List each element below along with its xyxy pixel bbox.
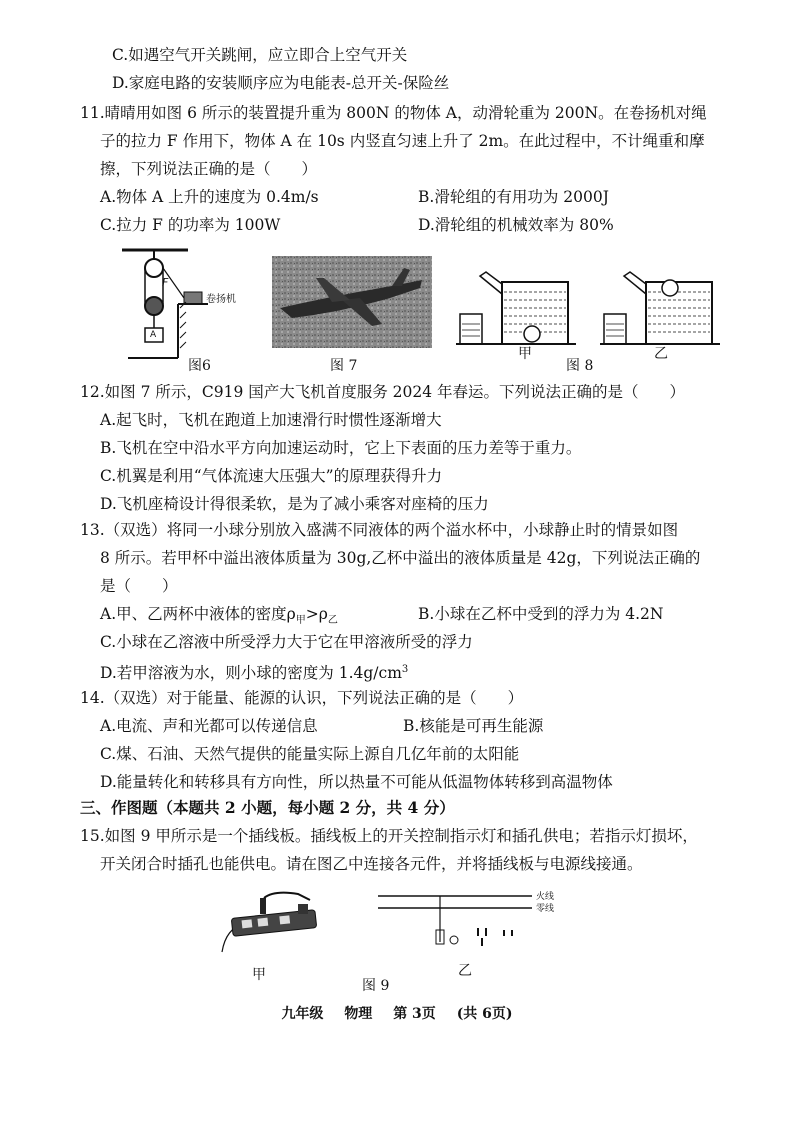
prev-option-c: C.如遇空气开关跳闸，应立即合上空气开关 bbox=[112, 46, 408, 64]
prev-option-d: D.家庭电路的安装顺序应为电能表-总开关-保险丝 bbox=[112, 74, 450, 92]
figure-9-label-yi: 乙 bbox=[458, 963, 472, 979]
figure-6-label-a: A bbox=[150, 330, 157, 340]
q13-option-c: C.小球在乙溶液中所受浮力大于它在甲溶液所受的浮力 bbox=[100, 633, 473, 651]
q13-stem-line2: 8 所示。若甲杯中溢出液体质量为 30g,乙杯中溢出的液体质量是 42g，下列说法正确的 bbox=[100, 549, 701, 567]
footer-subject: 物理 bbox=[344, 1006, 373, 1022]
figure-9-socket-two-hole bbox=[504, 930, 512, 936]
q14-option-a: A.电流、声和光都可以传递信息 bbox=[100, 717, 318, 735]
q11-stem-line2: 子的拉力 F 作用下，物体 A 在 10s 内竖直匀速上升了 2m。在此过程中，不计绳重和摩 bbox=[100, 132, 705, 150]
q14-option-c: C.煤、石油、天然气提供的能量实际上源自几亿年前的太阳能 bbox=[100, 745, 520, 763]
q12-option-a: A.起飞时，飞机在跑道上加速滑行时惯性逐渐增大 bbox=[100, 411, 442, 429]
q12-option-d: D.飞机座椅设计得很柔软，是为了减小乘客对座椅的压力 bbox=[100, 495, 489, 513]
q12-option-c: C.机翼是利用“气体流速大压强大”的原理获得升力 bbox=[100, 467, 443, 485]
q13-stem-line1: 13.（双选）将同一小球分别放入盛满不同液体的两个溢水杯中，小球静止时的情景如图 bbox=[80, 521, 679, 539]
q14-stem: 14.（双选）对于能量、能源的认识，下列说法正确的是（ ） bbox=[80, 689, 524, 707]
footer-total: (共 6页) bbox=[456, 1006, 513, 1022]
figure-9-caption: 图 9 bbox=[362, 978, 390, 994]
figure-9-wiring-diagram bbox=[372, 884, 562, 956]
q11-option-d: D.滑轮组的机械效率为 80% bbox=[418, 216, 614, 234]
figure-6-label-f: F bbox=[162, 276, 169, 289]
q15-stem-line2: 开关闭合时插孔也能供电。请在图乙中连接各元件，并将插线板与电源线接通。 bbox=[100, 855, 643, 873]
q11-stem-line1: 11.晴晴用如图 6 所示的装置提升重为 800N 的物体 A，动滑轮重为 200N。在卷扬机对绳 bbox=[80, 104, 707, 122]
figure-9-neutral-wire-label: 零线 bbox=[536, 904, 555, 914]
figure-8-overflow-cups bbox=[456, 262, 746, 354]
figure-8-caption: 图 8 bbox=[566, 358, 594, 374]
q13-stem-line3: 是（ ） bbox=[100, 577, 178, 595]
footer-page: 第 3页 bbox=[393, 1006, 436, 1022]
q13-option-a bbox=[100, 603, 338, 632]
footer-grade: 九年级 bbox=[281, 1006, 324, 1022]
figure-8-label-yi: 乙 bbox=[654, 346, 668, 362]
figure-7-caption: 图 7 bbox=[330, 358, 358, 374]
page-footer bbox=[0, 1003, 794, 1023]
figure-9-socket-three-hole bbox=[478, 928, 486, 946]
q12-option-b: B.飞机在空中沿水平方向加速运动时，它上下表面的压力差等于重力。 bbox=[100, 439, 582, 457]
figure-8-cup-jia bbox=[456, 272, 576, 344]
q13-option-d-text: D.若甲溶液为水，则小球的密度为 1.4g/cm bbox=[100, 664, 402, 683]
q13-option-a-sub-yi: 乙 bbox=[327, 615, 338, 627]
q13-option-a-sub-jia: 甲 bbox=[295, 615, 306, 627]
figure-9-power-strip bbox=[214, 888, 334, 962]
figure-6-label-winch: 卷扬机 bbox=[206, 294, 236, 305]
q13-option-b: B.小球在乙杯中受到的浮力为 4.2N bbox=[418, 605, 664, 623]
figure-8-cup-yi bbox=[600, 272, 720, 344]
figure-6-caption: 图6 bbox=[188, 358, 211, 374]
q12-stem: 12.如图 7 所示，C919 国产大飞机首度服务 2024 年春运。下列说法正确的是（ ） bbox=[80, 383, 686, 401]
q13-option-d bbox=[100, 659, 408, 684]
figure-9-indicator-lamp bbox=[450, 936, 458, 944]
q14-option-d: D.能量转化和转移具有方向性，所以热量不可能从低温物体转移到高温物体 bbox=[100, 773, 613, 791]
q14-option-b: B.核能是可再生能源 bbox=[403, 717, 544, 735]
q13-option-a-gt: >ρ bbox=[305, 605, 328, 623]
section-3-title: 三、作图题（本题共 2 小题，每小题 2 分，共 4 分） bbox=[80, 798, 455, 817]
q13-option-a-text: A.甲、乙两杯中液体的密度ρ bbox=[100, 605, 296, 623]
q11-option-b: B.滑轮组的有用功为 2000J bbox=[418, 188, 609, 206]
q11-option-c: C.拉力 F 的功率为 100W bbox=[100, 216, 281, 234]
q13-option-d-sup: 3 bbox=[401, 664, 409, 675]
q11-stem-line3: 擦，下列说法正确的是（ ） bbox=[100, 160, 318, 178]
figure-9-label-jia: 甲 bbox=[252, 967, 266, 983]
figure-9-live-wire-label: 火线 bbox=[536, 892, 555, 902]
figure-8-label-jia: 甲 bbox=[518, 346, 532, 362]
q11-option-a: A.物体 A 上升的速度为 0.4m/s bbox=[100, 188, 319, 206]
q15-stem-line1: 15.如图 9 甲所示是一个插线板。插线板上的开关控制指示灯和插孔供电；若指示灯损坏， bbox=[80, 827, 698, 845]
figure-7-airplane-photo bbox=[272, 256, 432, 348]
figure-6-pulley-diagram bbox=[118, 246, 248, 374]
